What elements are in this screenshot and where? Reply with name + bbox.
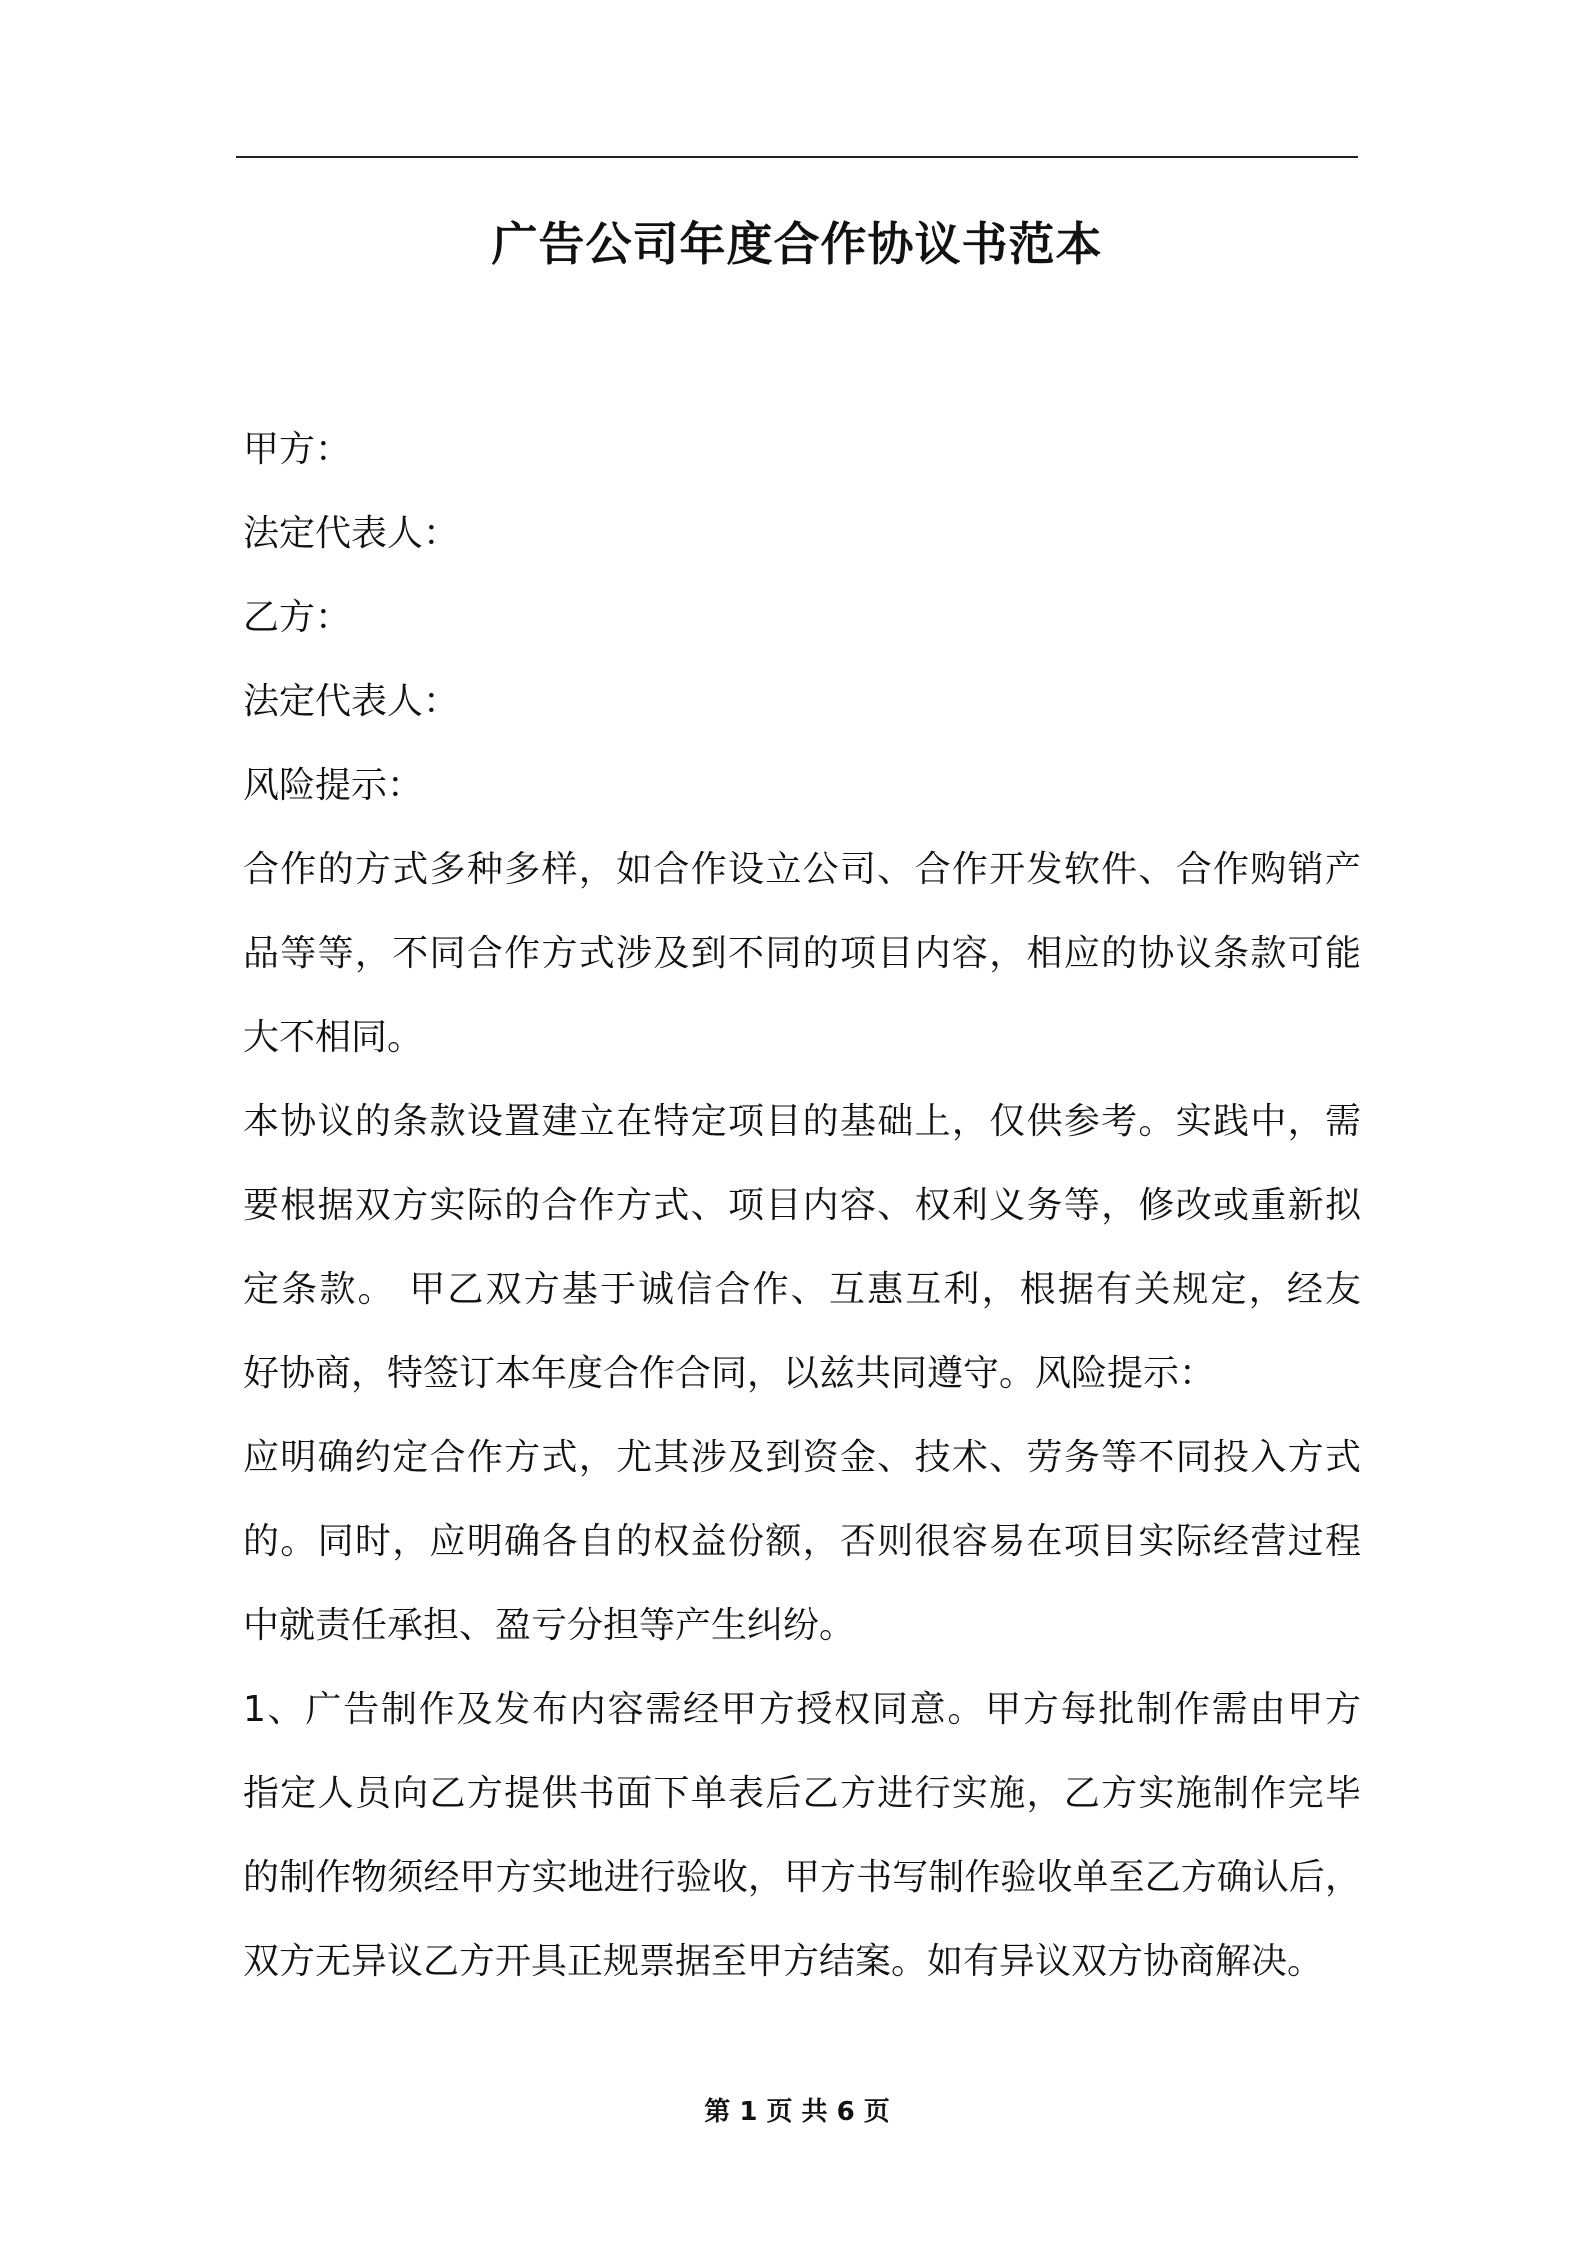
- paragraph-line: 品等等，不同合作方式涉及到不同的项目内容，相应的协议条款可能: [243, 933, 1361, 974]
- paragraph-line: 合作的方式多种多样，如合作设立公司、合作开发软件、合作购销产: [243, 849, 1361, 890]
- party-b-representative-line: 法定代表人：: [243, 681, 460, 722]
- paragraph-line: 大不相同。: [243, 1017, 424, 1058]
- clause-line: 双方无异议乙方开具正规票据至甲方结案。如有异议双方协商解决。: [243, 1941, 1324, 1982]
- party-a-representative-line: 法定代表人：: [243, 513, 460, 554]
- paragraph-line: 要根据双方实际的合作方式、项目内容、权利义务等，修改或重新拟: [243, 1185, 1361, 1226]
- paragraph-line: 中就责任承担、盈亏分担等产生纠纷。: [243, 1605, 856, 1646]
- paragraph-line: 应明确约定合作方式，尤其涉及到资金、技术、劳务等不同投入方式: [243, 1437, 1361, 1478]
- paragraph-line: 本协议的条款设置建立在特定项目的基础上，仅供参考。实践中，需: [243, 1101, 1361, 1142]
- party-a-line: 甲方：: [243, 429, 352, 470]
- paragraph-line: 好协商，特签订本年度合作合同，以兹共同遵守。风险提示：: [243, 1353, 1216, 1394]
- paragraph-line: 的。同时，应明确各自的权益份额，否则很容易在项目实际经营过程: [243, 1521, 1361, 1562]
- clause-line: 1、广告制作及发布内容需经甲方授权同意。甲方每批制作需由甲方: [243, 1689, 1361, 1730]
- clause-line: 的制作物须经甲方实地进行验收，甲方书写制作验收单至乙方确认后，: [243, 1857, 1361, 1898]
- document-body: [243, 408, 1361, 2004]
- paragraph-line: 定条款。 甲乙双方基于诚信合作、互惠互利，根据有关规定，经友: [243, 1269, 1361, 1310]
- party-b-line: 乙方：: [243, 597, 352, 638]
- page-number-footer: 第 1 页 共 6 页: [704, 2097, 890, 2127]
- header-rule: [236, 156, 1358, 158]
- document-title: 广告公司年度合作协议书范本: [491, 217, 1103, 271]
- risk-notice-heading: 风险提示：: [243, 765, 424, 806]
- clause-line: 指定人员向乙方提供书面下单表后乙方进行实施，乙方实施制作完毕: [243, 1773, 1361, 1814]
